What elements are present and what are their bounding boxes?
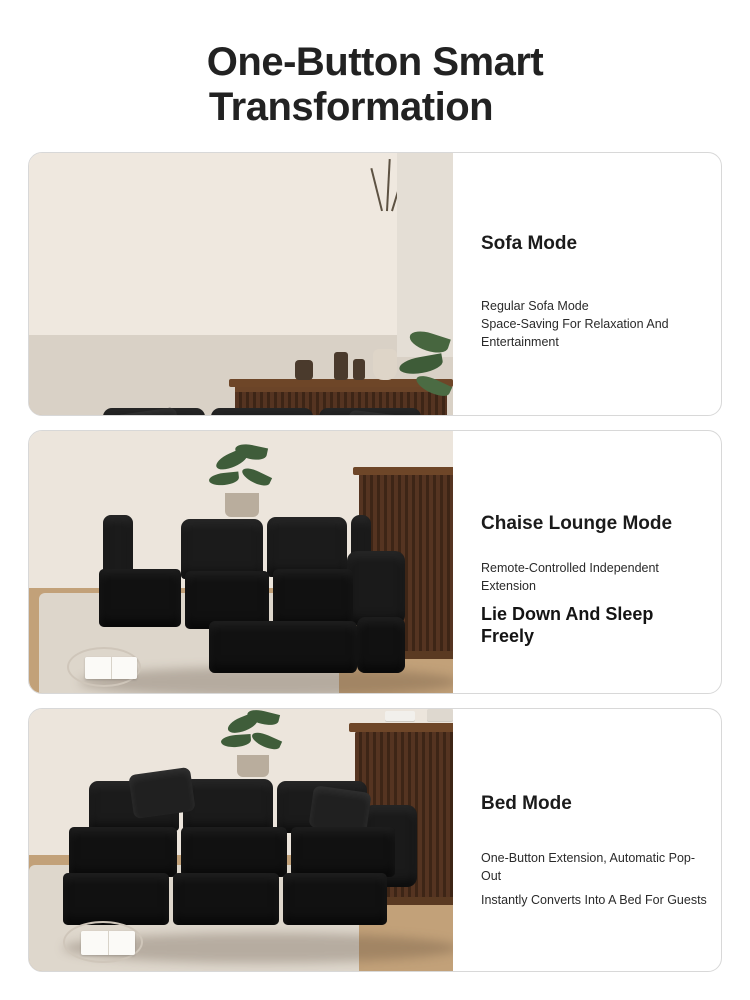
chaise-lounge-desc-line-1: Remote-Controlled Independent Extension [481, 560, 659, 593]
bed-mode-desc-line-2: Instantly Converts Into A Bed For Guests [481, 892, 707, 907]
page-title-line-2: Transformation [208, 84, 494, 129]
bed-mode-title: Bed Mode [481, 792, 572, 814]
sofa-mode-desc-line-2: Space-Saving For Relaxation And Entertainment [481, 316, 669, 349]
sofa-mode-text [453, 153, 721, 415]
chaise-lounge-mode-text [453, 431, 721, 693]
page-title-line-1: One-Button Smart [206, 40, 544, 84]
bed-mode-desc-line-1: One-Button Extension, Automatic Pop-Out [481, 850, 696, 883]
sofa-mode-image [29, 153, 453, 415]
chaise-lounge-mode-title: Chaise Lounge Mode [481, 512, 673, 534]
mode-card-bed[interactable] [28, 708, 722, 972]
chaise-lounge-desc-line-2: Lie Down And Sleep Freely [481, 603, 654, 647]
mode-card-sofa[interactable] [28, 152, 722, 416]
mode-card-list [28, 152, 722, 972]
bed-mode-text [453, 709, 721, 971]
page-title [0, 0, 750, 130]
chaise-lounge-mode-image [29, 431, 453, 693]
sofa-mode-description [481, 297, 709, 351]
bed-mode-description [481, 849, 709, 909]
sofa-mode-desc-line-1: Regular Sofa Mode [481, 298, 589, 313]
mode-card-chaise-lounge[interactable] [28, 430, 722, 694]
chaise-lounge-mode-description [481, 559, 709, 648]
bed-mode-image [29, 709, 453, 971]
sofa-mode-title: Sofa Mode [481, 232, 578, 254]
